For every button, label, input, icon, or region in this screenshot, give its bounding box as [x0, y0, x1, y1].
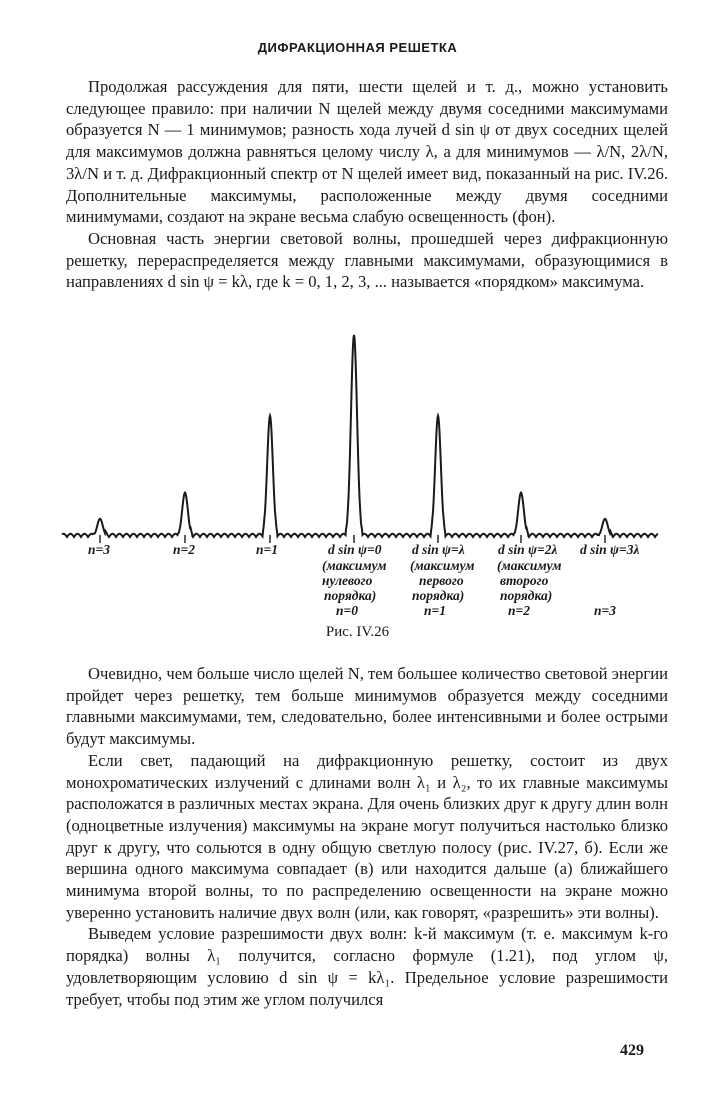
- label-k0-order: n=0: [336, 603, 358, 618]
- paragraph: Продолжая рассуждения для пяти, шести щелей и т. д., можно установить следующее правило: при наличии N щелей между двумя соседними максимумами образуется N — 1 минимумов; разность хода лучей d sin ψ от двух соседних щелей для максимумов должна равняться целому числу λ, а для минимумов — λ/N, 2λ/N, 3λ/N и т. д. Дифракционный спектр от N щелей имеет вид, показанный на рис. IV.26. Дополнительные максимумы, расположенные между двумя соседними минимумами, создают на экране весьма слабую освещенность (фон).: [66, 77, 668, 227]
- label-k1-line1: (максимум: [410, 558, 475, 573]
- label-k3-condition: d sin ψ=3λ: [580, 542, 640, 557]
- paragraph: Выведем условие разрешимости двух волн: k-й максимум (т. е. максимум k-го порядка) волны λ₁ получится, согласно формуле (1.21), под углом ψ, удовлетворяющим условию d sin ψ = kλ₁. Предельное условие разрешимости требует, чтобы под этим же углом получился: [66, 924, 668, 1009]
- label-k1-line3: порядка): [412, 588, 465, 603]
- label-k0-line3: порядка): [324, 588, 377, 603]
- label-k2-line2: второго: [500, 573, 549, 588]
- text-block-top: [66, 76, 668, 293]
- label-n1-left: n=1: [256, 542, 278, 557]
- label-k2-order: n=2: [508, 603, 530, 618]
- figure-caption: Рис. IV.26: [325, 624, 390, 640]
- label-k1-condition: d sin ψ=λ: [412, 542, 465, 557]
- paragraph: Очевидно, чем больше число щелей N, тем большее количество световой энергии пройдет через решетку, тем больше минимумов образуется между соседними главными максимумами, тем, следовательно, более интенсивными и более острыми будут максимумы.: [66, 664, 668, 749]
- label-k0-line1: (максимум: [322, 558, 387, 573]
- spectrum-plot: [60, 330, 660, 640]
- paragraph: Основная часть энергии световой волны, прошедшей через дифракционную решетку, перераспределяется между главными максимумами, образующимися в направлениях d sin ψ = kλ, где k = 0, 1, 2, 3, ... называется «порядком» максимума.: [66, 228, 668, 292]
- label-k0-condition: d sin ψ=0: [328, 542, 382, 557]
- running-header: ДИФРАКЦИОННАЯ РЕШЕТКА: [257, 40, 458, 55]
- paragraph: Если свет, падающий на дифракционную решетку, состоит из двух монохроматических излучений с длинами волн λ₁ и λ₂, то их главные максимумы расположатся в различных местах экрана. Для очень близких друг к другу длин волн (одноцветные излучения) максимумы на экране могут получиться настолько близко друг к другу, что сольются в одну общую светлую полосу (рис. IV.27, б). Если же вершина одного максимума совпадает (в) или находится дальше (а) ближайшего минимума второй волны, то по распределению освещенности на экране можно уверенно установить наличие двух волн (или, как говорят, «разрешить» эти волны).: [66, 750, 668, 922]
- label-k1-order: n=1: [424, 603, 446, 618]
- label-k2-line1: (максимум: [497, 558, 562, 573]
- text-block-bottom: [66, 663, 668, 1010]
- diffraction-spectrum-figure: [60, 330, 660, 640]
- label-n2-left: n=2: [173, 542, 195, 557]
- label-k1-line2: первого: [419, 573, 464, 588]
- label-k2-condition: d sin ψ=2λ: [498, 542, 558, 557]
- label-k0-line2: нулевого: [322, 573, 373, 588]
- page-number: 429: [620, 1042, 644, 1059]
- label-n3-right: n=3: [594, 603, 616, 618]
- label-k2-line3: порядка): [500, 588, 553, 603]
- intensity-curve: [62, 335, 658, 537]
- label-n3-left: n=3: [88, 542, 110, 557]
